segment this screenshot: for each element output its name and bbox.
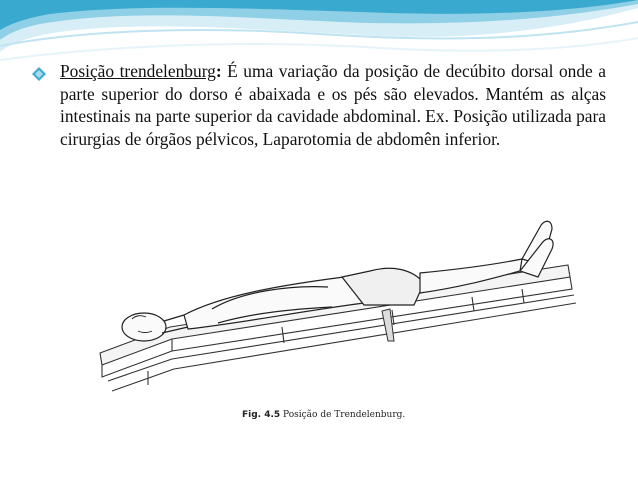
figure-illustration — [52, 199, 588, 455]
bullet-paragraph — [32, 60, 606, 150]
caption-text: Posição de Trendelenburg. — [280, 410, 406, 420]
paragraph-text — [60, 60, 606, 150]
caption-number: Fig. 4.5 — [242, 410, 281, 420]
term-colon: : — [215, 61, 222, 81]
diamond-bullet-icon — [32, 67, 46, 81]
term-label: Posição trendelenburg — [60, 61, 216, 81]
paragraph-body: É uma variação da posição de decúbito dorsal onde a parte superior do dorso é abaixada e os pés são elevados. Mantém as alças intestinais na parte superior da cavidade abdominal. Ex. Posição utilizada para cirurgias de órgãos pélvicos, Laparotomia de abdomên inferior. — [60, 61, 606, 149]
figure-caption — [242, 410, 405, 420]
